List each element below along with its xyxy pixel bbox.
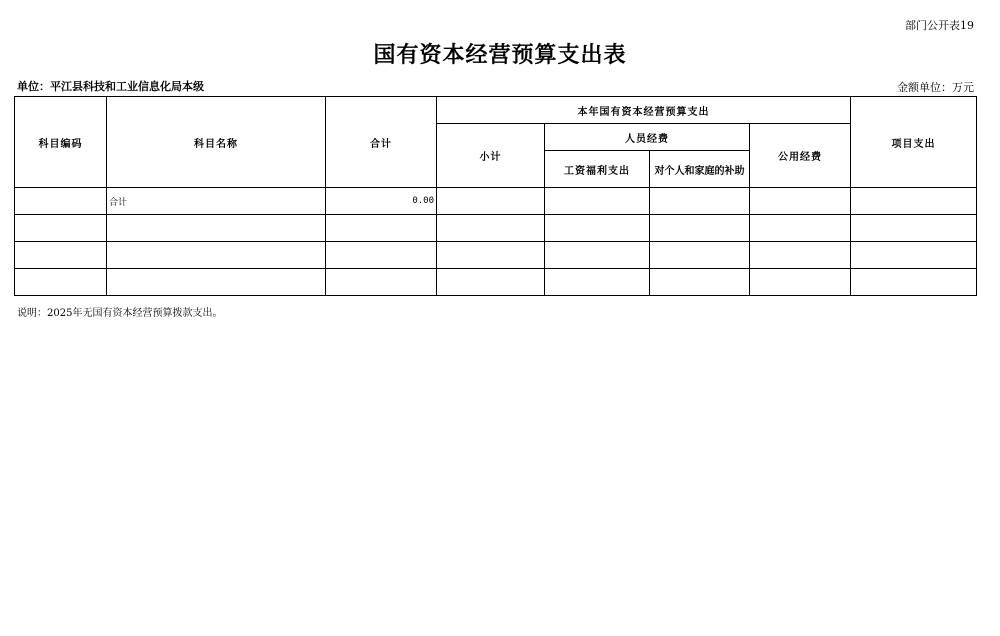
cell-code	[15, 215, 107, 242]
table-row	[15, 188, 977, 215]
cell-wage	[545, 269, 650, 296]
header-public-funds: 公用经费	[750, 124, 851, 188]
cell-public	[750, 269, 851, 296]
header-subtotal: 小计	[437, 124, 545, 188]
cell-public	[750, 215, 851, 242]
cell-family	[650, 242, 750, 269]
cell-family	[650, 215, 750, 242]
cell-subtotal	[437, 242, 545, 269]
cell-code	[15, 188, 107, 215]
cell-total: 0.00	[326, 188, 437, 215]
header-family-subsidy: 对个人和家庭的补助	[650, 151, 750, 188]
header-wage-welfare: 工资福利支出	[545, 151, 650, 188]
footnote: 说明：2025年无国有资本经营预算拨款支出。	[17, 308, 223, 319]
cell-wage	[545, 215, 650, 242]
cell-code	[15, 269, 107, 296]
cell-public	[750, 242, 851, 269]
cell-name: 合计	[107, 188, 326, 215]
table-row	[15, 242, 977, 269]
page-title: 国有资本经营预算支出表	[373, 43, 627, 68]
cell-project	[851, 269, 977, 296]
form-code: 部门公开表19	[905, 19, 974, 32]
header-name: 科目名称	[107, 97, 326, 188]
cell-total	[326, 242, 437, 269]
budget-table	[14, 96, 977, 296]
header-project: 项目支出	[851, 97, 977, 188]
cell-code	[15, 242, 107, 269]
table-row	[15, 269, 977, 296]
cell-subtotal	[437, 215, 545, 242]
cell-total	[326, 269, 437, 296]
unit-label: 单位：平江县科技和工业信息化局本级	[17, 80, 204, 93]
cell-family	[650, 188, 750, 215]
cell-wage	[545, 188, 650, 215]
cell-wage	[545, 242, 650, 269]
cell-total	[326, 215, 437, 242]
cell-subtotal	[437, 269, 545, 296]
cell-project	[851, 188, 977, 215]
cell-project	[851, 215, 977, 242]
cell-name	[107, 215, 326, 242]
header-current-year: 本年国有资本经营预算支出	[437, 97, 851, 124]
header-total: 合计	[326, 97, 437, 188]
cell-name	[107, 242, 326, 269]
table-row	[15, 215, 977, 242]
cell-subtotal	[437, 188, 545, 215]
money-unit-label: 金额单位：万元	[897, 81, 974, 94]
header-personnel: 人员经费	[545, 124, 750, 151]
cell-name	[107, 269, 326, 296]
cell-family	[650, 269, 750, 296]
cell-public	[750, 188, 851, 215]
header-code: 科目编码	[15, 97, 107, 188]
cell-project	[851, 242, 977, 269]
